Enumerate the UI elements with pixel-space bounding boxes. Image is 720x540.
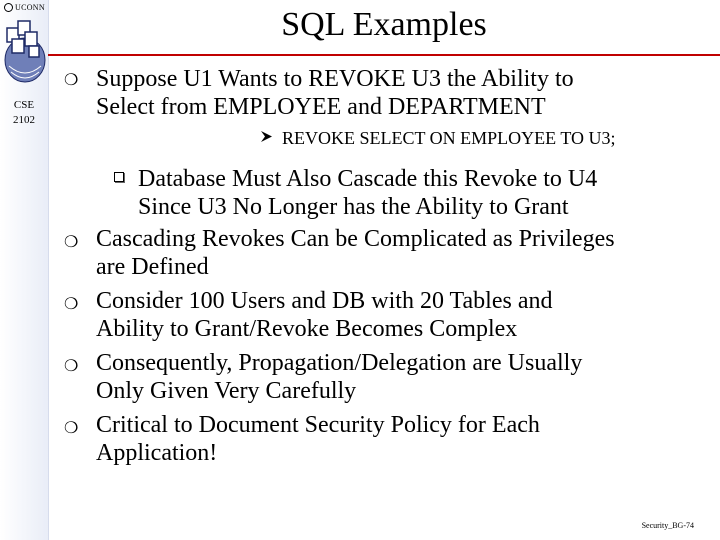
square-bullet-icon	[114, 172, 124, 182]
course-number: 2102	[13, 114, 35, 126]
bullet-icon: ❍	[64, 232, 79, 251]
bullet-4-line-2: Only Given Very Carefully	[96, 378, 357, 404]
bullet-1-line-2: Select from EMPLOYEE and DEPARTMENT	[96, 94, 546, 120]
bullet-2-line-1: Cascading Revokes Can be Complicated as Privileges	[96, 226, 615, 252]
bullet-1-line-1: Suppose U1 Wants to REVOKE U3 the Ability to	[96, 66, 574, 92]
sub-square-line-2: Since U3 No Longer has the Ability to Grant	[138, 194, 569, 220]
uconn-label: UCONN	[15, 3, 45, 12]
bullet-icon: ❍	[64, 356, 79, 375]
slide-footer: Security_BG-74	[641, 521, 694, 530]
uconn-header	[4, 3, 45, 12]
bullet-4-line-1: Consequently, Propagation/Delegation are Usually	[96, 350, 583, 376]
uconn-seal-icon	[4, 3, 13, 12]
bullet-5-line-2: Application!	[96, 440, 218, 466]
course-code: CSE	[13, 99, 35, 111]
sub-arrow-line: REVOKE SELECT ON EMPLOYEE TO U3;	[282, 128, 616, 148]
bullet-icon: ❍	[64, 294, 79, 313]
bullet-2-line-2: are Defined	[96, 254, 209, 280]
bullet-3-line-2: Ability to Grant/Revoke Becomes Complex	[96, 316, 518, 342]
cse-logo	[3, 18, 47, 94]
sub-square-line-1: Database Must Also Cascade this Revoke to U4	[138, 166, 598, 192]
arrow-bullet-icon	[260, 130, 273, 143]
slide-title: SQL Examples	[281, 6, 487, 43]
cse-logo-icon	[3, 18, 47, 94]
bullet-icon: ❍	[64, 418, 79, 437]
bullet-3-line-1: Consider 100 Users and DB with 20 Tables and	[96, 288, 553, 314]
bullet-icon: ❍	[64, 70, 79, 89]
bullet-5-line-1: Critical to Document Security Policy for Each	[96, 412, 540, 438]
left-sidebar	[0, 0, 49, 540]
title-divider	[48, 54, 720, 56]
